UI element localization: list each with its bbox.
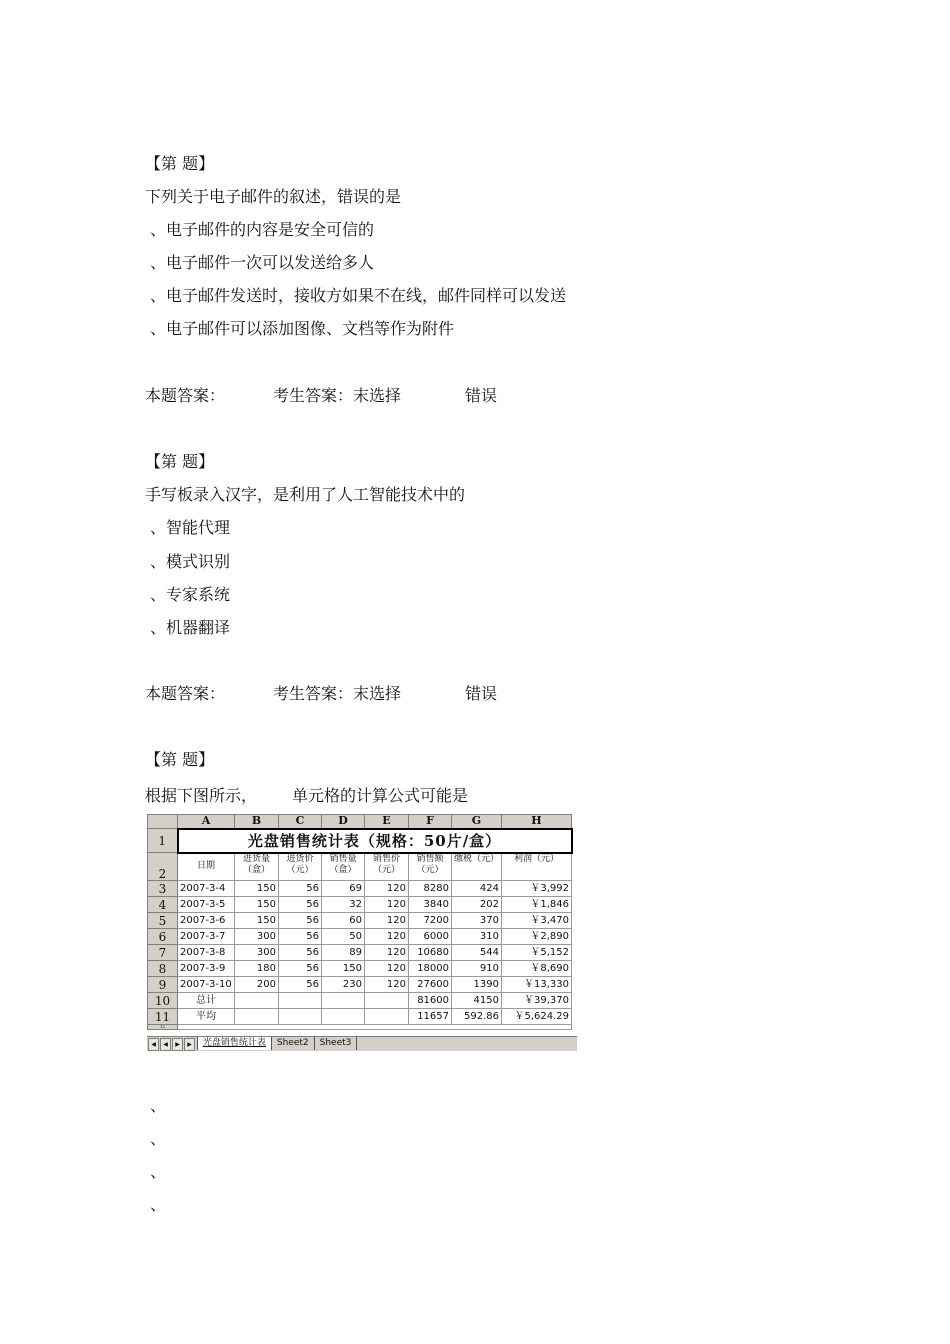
q3-stem-part-a: 根据下图所示， (145, 786, 258, 805)
cell-date: 2007-3-9 (178, 961, 235, 977)
average-tax: 592.86 (452, 1009, 502, 1025)
average-label: 平均 (178, 1009, 235, 1025)
first-sheet-icon[interactable]: ◀ (148, 1038, 159, 1051)
cell-date: 2007-3-4 (178, 881, 235, 897)
q1-result: 错误 (465, 386, 498, 405)
spreadsheet-figure (147, 814, 577, 1050)
q3-option-d: 、 (150, 1195, 167, 1214)
cell-sales-qty: 230 (322, 977, 365, 993)
row-number: 9 (148, 977, 178, 993)
cell-sales-price: 120 (365, 929, 409, 945)
q1-answer-label: 本题答案： (145, 386, 226, 405)
cell-tax: 1390 (452, 977, 502, 993)
table-cell (365, 1009, 409, 1025)
cell-sales-amount: 7200 (409, 913, 452, 929)
col-letter-a: A (178, 815, 235, 829)
table-cell (279, 1009, 322, 1025)
column-header-row (148, 815, 572, 829)
cell-purchase-price: 56 (279, 913, 322, 929)
header-sales-amount: 销售额（元） (409, 853, 452, 881)
table-cell (279, 993, 322, 1009)
cell-sales-amount: 3840 (409, 897, 452, 913)
header-purchase-price: 进货价（元） (279, 853, 322, 881)
cell-sales-qty: 69 (322, 881, 365, 897)
cell-profit: ￥3,470 (502, 913, 572, 929)
table-cell (235, 1009, 279, 1025)
cell-date: 2007-3-8 (178, 945, 235, 961)
total-tax: 4150 (452, 993, 502, 1009)
col-letter-f: F (409, 815, 452, 829)
header-profit: 利润（元） (502, 853, 572, 881)
cell-tax: 544 (452, 945, 502, 961)
row-number: 7 (148, 945, 178, 961)
tab-sheet3[interactable]: Sheet3 (314, 1037, 358, 1050)
table-row (148, 897, 572, 913)
prev-sheet-icon[interactable]: ◀ (160, 1038, 171, 1051)
cell-date: 2007-3-6 (178, 913, 235, 929)
average-sales-amount: 11657 (409, 1009, 452, 1025)
cell-sales-price: 120 (365, 977, 409, 993)
partial-row (148, 1025, 572, 1030)
row-number: 3 (148, 881, 178, 897)
cell-purchase-qty: 300 (235, 929, 279, 945)
table-row (148, 913, 572, 929)
cell-purchase-qty: 180 (235, 961, 279, 977)
table-row (148, 881, 572, 897)
q1-option-b: 、电子邮件一次可以发送给多人 (150, 253, 375, 272)
q2-option-a: 、智能代理 (150, 518, 231, 537)
total-row (148, 993, 572, 1009)
table-row (148, 929, 572, 945)
cell-date: 2007-3-10 (178, 977, 235, 993)
row-number: 4 (148, 897, 178, 913)
cell-sales-amount: 6000 (409, 929, 452, 945)
cell-sales-qty: 89 (322, 945, 365, 961)
table-cell (178, 1025, 572, 1030)
q3-option-b: 、 (150, 1129, 167, 1148)
cell-purchase-qty: 300 (235, 945, 279, 961)
q3-option-c: 、 (150, 1162, 167, 1181)
cell-profit: ￥3,992 (502, 881, 572, 897)
q1-answer-row (145, 386, 497, 406)
q1-option-c: 、电子邮件发送时，接收方如果不在线，邮件同样可以发送 (150, 286, 567, 305)
q2-heading: 【第 题】 (145, 452, 215, 471)
col-letter-c: C (279, 815, 322, 829)
cell-purchase-price: 56 (279, 929, 322, 945)
cell-sales-qty: 150 (322, 961, 365, 977)
table-cell (365, 993, 409, 1009)
header-purchase-qty: 进货量（盒） (235, 853, 279, 881)
cell-sales-price: 120 (365, 945, 409, 961)
table-row (148, 961, 572, 977)
cell-profit: ￥13,330 (502, 977, 572, 993)
q1-option-a: 、电子邮件的内容是安全可信的 (150, 220, 375, 239)
row-number: 10 (148, 993, 178, 1009)
cell-tax: 370 (452, 913, 502, 929)
cell-purchase-qty: 150 (235, 913, 279, 929)
row-number: 2 (148, 853, 178, 881)
q2-option-b: 、模式识别 (150, 552, 231, 571)
cell-purchase-qty: 150 (235, 881, 279, 897)
q3-stem (145, 786, 468, 806)
cell-sales-qty: 50 (322, 929, 365, 945)
cell-tax: 424 (452, 881, 502, 897)
header-date: 日期 (178, 853, 235, 881)
col-letter-b: B (235, 815, 279, 829)
spreadsheet-grid (147, 814, 573, 1030)
cell-date: 2007-3-7 (178, 929, 235, 945)
cell-profit: ￥5,152 (502, 945, 572, 961)
cell-sales-price: 120 (365, 897, 409, 913)
cell-tax: 310 (452, 929, 502, 945)
cell-purchase-price: 56 (279, 977, 322, 993)
q2-option-d: 、机器翻译 (150, 618, 231, 637)
col-letter-d: D (322, 815, 365, 829)
cell-sales-qty: 60 (322, 913, 365, 929)
cell-purchase-qty: 150 (235, 897, 279, 913)
cell-sales-amount: 18000 (409, 961, 452, 977)
q2-answer-label: 本题答案： (145, 684, 226, 703)
cell-profit: ￥2,890 (502, 929, 572, 945)
total-label: 总计 (178, 993, 235, 1009)
cell-sales-price: 120 (365, 913, 409, 929)
table-cell (322, 1009, 365, 1025)
total-sales-amount: 81600 (409, 993, 452, 1009)
next-sheet-icon[interactable]: ▶ (172, 1038, 183, 1051)
q3-heading: 【第 题】 (145, 750, 215, 769)
cell-purchase-price: 56 (279, 945, 322, 961)
row-number: 1 (148, 829, 178, 853)
cell-sales-amount: 8280 (409, 881, 452, 897)
cell-purchase-price: 56 (279, 961, 322, 977)
q1-heading: 【第 题】 (145, 154, 215, 173)
table-cell (235, 993, 279, 1009)
total-profit: ￥39,370 (502, 993, 572, 1009)
cell-profit: ￥1,846 (502, 897, 572, 913)
cell-profit: ￥8,690 (502, 961, 572, 977)
sheet-tab-bar (147, 1036, 577, 1051)
q1-stem: 下列关于电子邮件的叙述，错误的是 (145, 187, 402, 206)
table-row (148, 945, 572, 961)
q1-option-d: 、电子邮件可以添加图像、文档等作为附件 (150, 319, 455, 338)
q3-option-a: 、 (150, 1096, 167, 1115)
cell-sales-amount: 27600 (409, 977, 452, 993)
header-sales-qty: 销售量（盒） (322, 853, 365, 881)
tab-sheet2[interactable]: Sheet2 (271, 1037, 315, 1050)
row-number: 12 (148, 1025, 178, 1030)
q2-option-c: 、专家系统 (150, 585, 231, 604)
col-letter-h: H (502, 815, 572, 829)
q2-answer-row (145, 684, 497, 704)
average-row (148, 1009, 572, 1025)
cell-purchase-price: 56 (279, 897, 322, 913)
row-number: 11 (148, 1009, 178, 1025)
cell-sales-price: 120 (365, 881, 409, 897)
header-tax: 缴税（元） (452, 853, 502, 881)
cell-sales-amount: 10680 (409, 945, 452, 961)
cell-purchase-qty: 200 (235, 977, 279, 993)
cell-tax: 202 (452, 897, 502, 913)
col-letter-e: E (365, 815, 409, 829)
cell-date: 2007-3-5 (178, 897, 235, 913)
cell-sales-qty: 32 (322, 897, 365, 913)
row-number: 5 (148, 913, 178, 929)
last-sheet-icon[interactable]: ▶ (184, 1038, 195, 1051)
q2-result: 错误 (465, 684, 498, 703)
row-number: 8 (148, 961, 178, 977)
table-cell (322, 993, 365, 1009)
average-profit: ￥5,624.29 (502, 1009, 572, 1025)
title-row (148, 829, 572, 853)
header-row (148, 853, 572, 881)
cell-tax: 910 (452, 961, 502, 977)
corner-cell (148, 815, 178, 829)
tab-sales-stats[interactable]: 光盘销售统计表 (197, 1037, 272, 1050)
sheet-title: 光盘销售统计表（规格：50片/盒） (178, 829, 572, 853)
q3-stem-part-b: 单元格的计算公式可能是 (292, 786, 469, 805)
q2-student-answer: 考生答案：末选择 (273, 684, 402, 703)
col-letter-g: G (452, 815, 502, 829)
q2-stem: 手写板录入汉字，是利用了人工智能技术中的 (145, 485, 466, 504)
row-number: 6 (148, 929, 178, 945)
q1-student-answer: 考生答案：末选择 (273, 386, 402, 405)
table-row (148, 977, 572, 993)
header-sales-price: 销售价（元） (365, 853, 409, 881)
cell-purchase-price: 56 (279, 881, 322, 897)
cell-sales-price: 120 (365, 961, 409, 977)
